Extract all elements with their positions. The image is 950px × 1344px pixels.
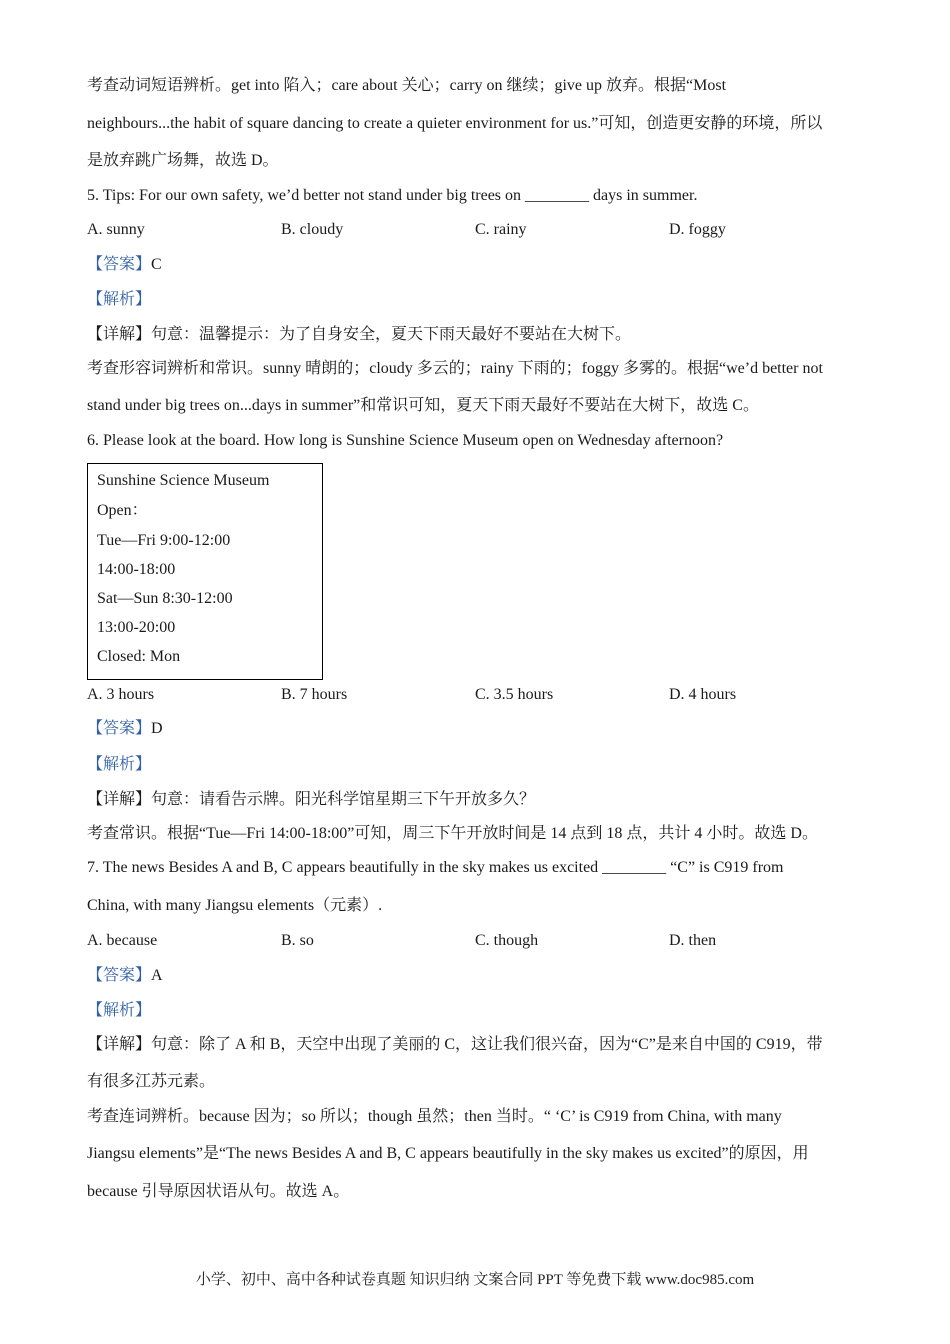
q5-option-a: A. sunny xyxy=(87,221,145,238)
detail-text: 句意：温馨提示：为了自身安全，夏天下雨天最好不要站在大树下。 xyxy=(151,326,632,343)
q5-option-b: B. cloudy xyxy=(281,221,344,238)
q6-option-c: C. 3.5 hours xyxy=(475,686,554,703)
q6-answer xyxy=(87,719,163,739)
q7-stem-line-1: 7. The news Besides A and B, C appears beautifully in the sky makes us excited ________ “C” is C919 from xyxy=(87,859,784,876)
q5-explain-line-2: stand under big trees on...days in summer”和常识可知，夏天下雨天最好不要站在大树下，故选 C。 xyxy=(87,397,759,414)
q5-stem: 5. Tips: For our own safety, we’d better not stand under big trees on ________ days in summer. xyxy=(87,187,698,204)
q4-analysis-line-1: 考查动词短语辨析。get into 陷入；care about 关心；carry on 继续；give up 放弃。根据“Most xyxy=(87,77,727,94)
notice-weekend-afternoon: 13:00-20:00 xyxy=(97,619,176,636)
notice-weekday-morning: Tue—Fri 9:00-12:00 xyxy=(97,532,231,549)
q5-explain-line-1: 考查形容词辨析和常识。sunny 晴朗的；cloudy 多云的；rainy 下雨的；foggy 多雾的。根据“we’d better not xyxy=(87,360,823,377)
page-footer: 小学、初中、高中各种试卷真题 知识归纳 文案合同 PPT 等免费下载 www.doc985.com xyxy=(195,1272,755,1288)
q5-option-c: C. rainy xyxy=(475,221,527,238)
q6-stem: 6. Please look at the board. How long is Sunshine Science Museum open on Wednesday afternoon? xyxy=(87,432,724,449)
q7-option-a: A. because xyxy=(87,932,158,949)
q7-option-d: D. then xyxy=(669,932,717,949)
answer-tag: 【答案】 xyxy=(87,256,152,273)
answer-tag: 【答案】 xyxy=(87,967,152,984)
q7-explain-line-2: Jiangsu elements”是“The news Besides A and B, C appears beautifully in the sky makes us excited”的原因，用 xyxy=(87,1145,809,1162)
q7-analysis-tag: 【解析】 xyxy=(87,1002,152,1019)
q7-detail-line-2: 有很多江苏元素。 xyxy=(87,1073,216,1090)
notice-title: Sunshine Science Museum xyxy=(97,472,270,489)
q7-detail-line-1 xyxy=(87,1035,823,1055)
q7-answer xyxy=(87,966,163,986)
q7-option-b: B. so xyxy=(281,932,314,949)
q6-option-d: D. 4 hours xyxy=(669,686,737,703)
detail-tag: 【详解】 xyxy=(87,326,152,343)
q5-analysis-tag: 【解析】 xyxy=(87,291,152,308)
q7-stem-line-2: China, with many Jiangsu elements（元素）. xyxy=(87,897,383,914)
q6-detail xyxy=(87,790,535,810)
detail-text: 句意：除了 A 和 B，天空中出现了美丽的 C，这让我们很兴奋，因为“C”是来自中国的 C919，带 xyxy=(151,1036,823,1053)
notice-open-label: Open： xyxy=(97,502,148,519)
q6-option-b: B. 7 hours xyxy=(281,686,348,703)
detail-tag: 【详解】 xyxy=(87,791,152,808)
q6-option-a: A. 3 hours xyxy=(87,686,155,703)
q5-option-d: D. foggy xyxy=(669,221,726,238)
notice-closed: Closed: Mon xyxy=(97,648,181,665)
q5-answer xyxy=(87,255,162,275)
answer-value: C xyxy=(151,256,162,273)
q7-explain-line-1: 考查连词辨析。because 因为；so 所以；though 虽然；then 当时。“ ‘C’ is C919 from China, with many xyxy=(87,1108,782,1125)
q7-explain-line-3: because 引导原因状语从句。故选 A。 xyxy=(87,1183,350,1200)
answer-value: A xyxy=(151,967,163,984)
answer-tag: 【答案】 xyxy=(87,720,152,737)
q7-option-c: C. though xyxy=(475,932,539,949)
notice-weekend-morning: Sat—Sun 8:30-12:00 xyxy=(97,590,233,607)
answer-value: D xyxy=(151,720,163,737)
q5-detail xyxy=(87,325,631,345)
detail-tag: 【详解】 xyxy=(87,1036,152,1053)
museum-notice-board xyxy=(87,463,323,680)
q4-analysis-line-2: neighbours...the habit of square dancing to create a quieter environment for us.”可知，创造更安静的环境，所以 xyxy=(87,115,823,132)
notice-weekday-afternoon: 14:00-18:00 xyxy=(97,561,176,578)
q4-analysis-line-3: 是放弃跳广场舞，故选 D。 xyxy=(87,152,279,169)
detail-text: 句意：请看告示牌。阳光科学馆星期三下午开放多久？ xyxy=(151,791,536,808)
q6-analysis-tag: 【解析】 xyxy=(87,756,152,773)
q6-explain-line-1: 考查常识。根据“Tue—Fri 14:00-18:00”可知，周三下午开放时间是 14 点到 18 点，共计 4 小时。故选 D。 xyxy=(87,825,818,842)
